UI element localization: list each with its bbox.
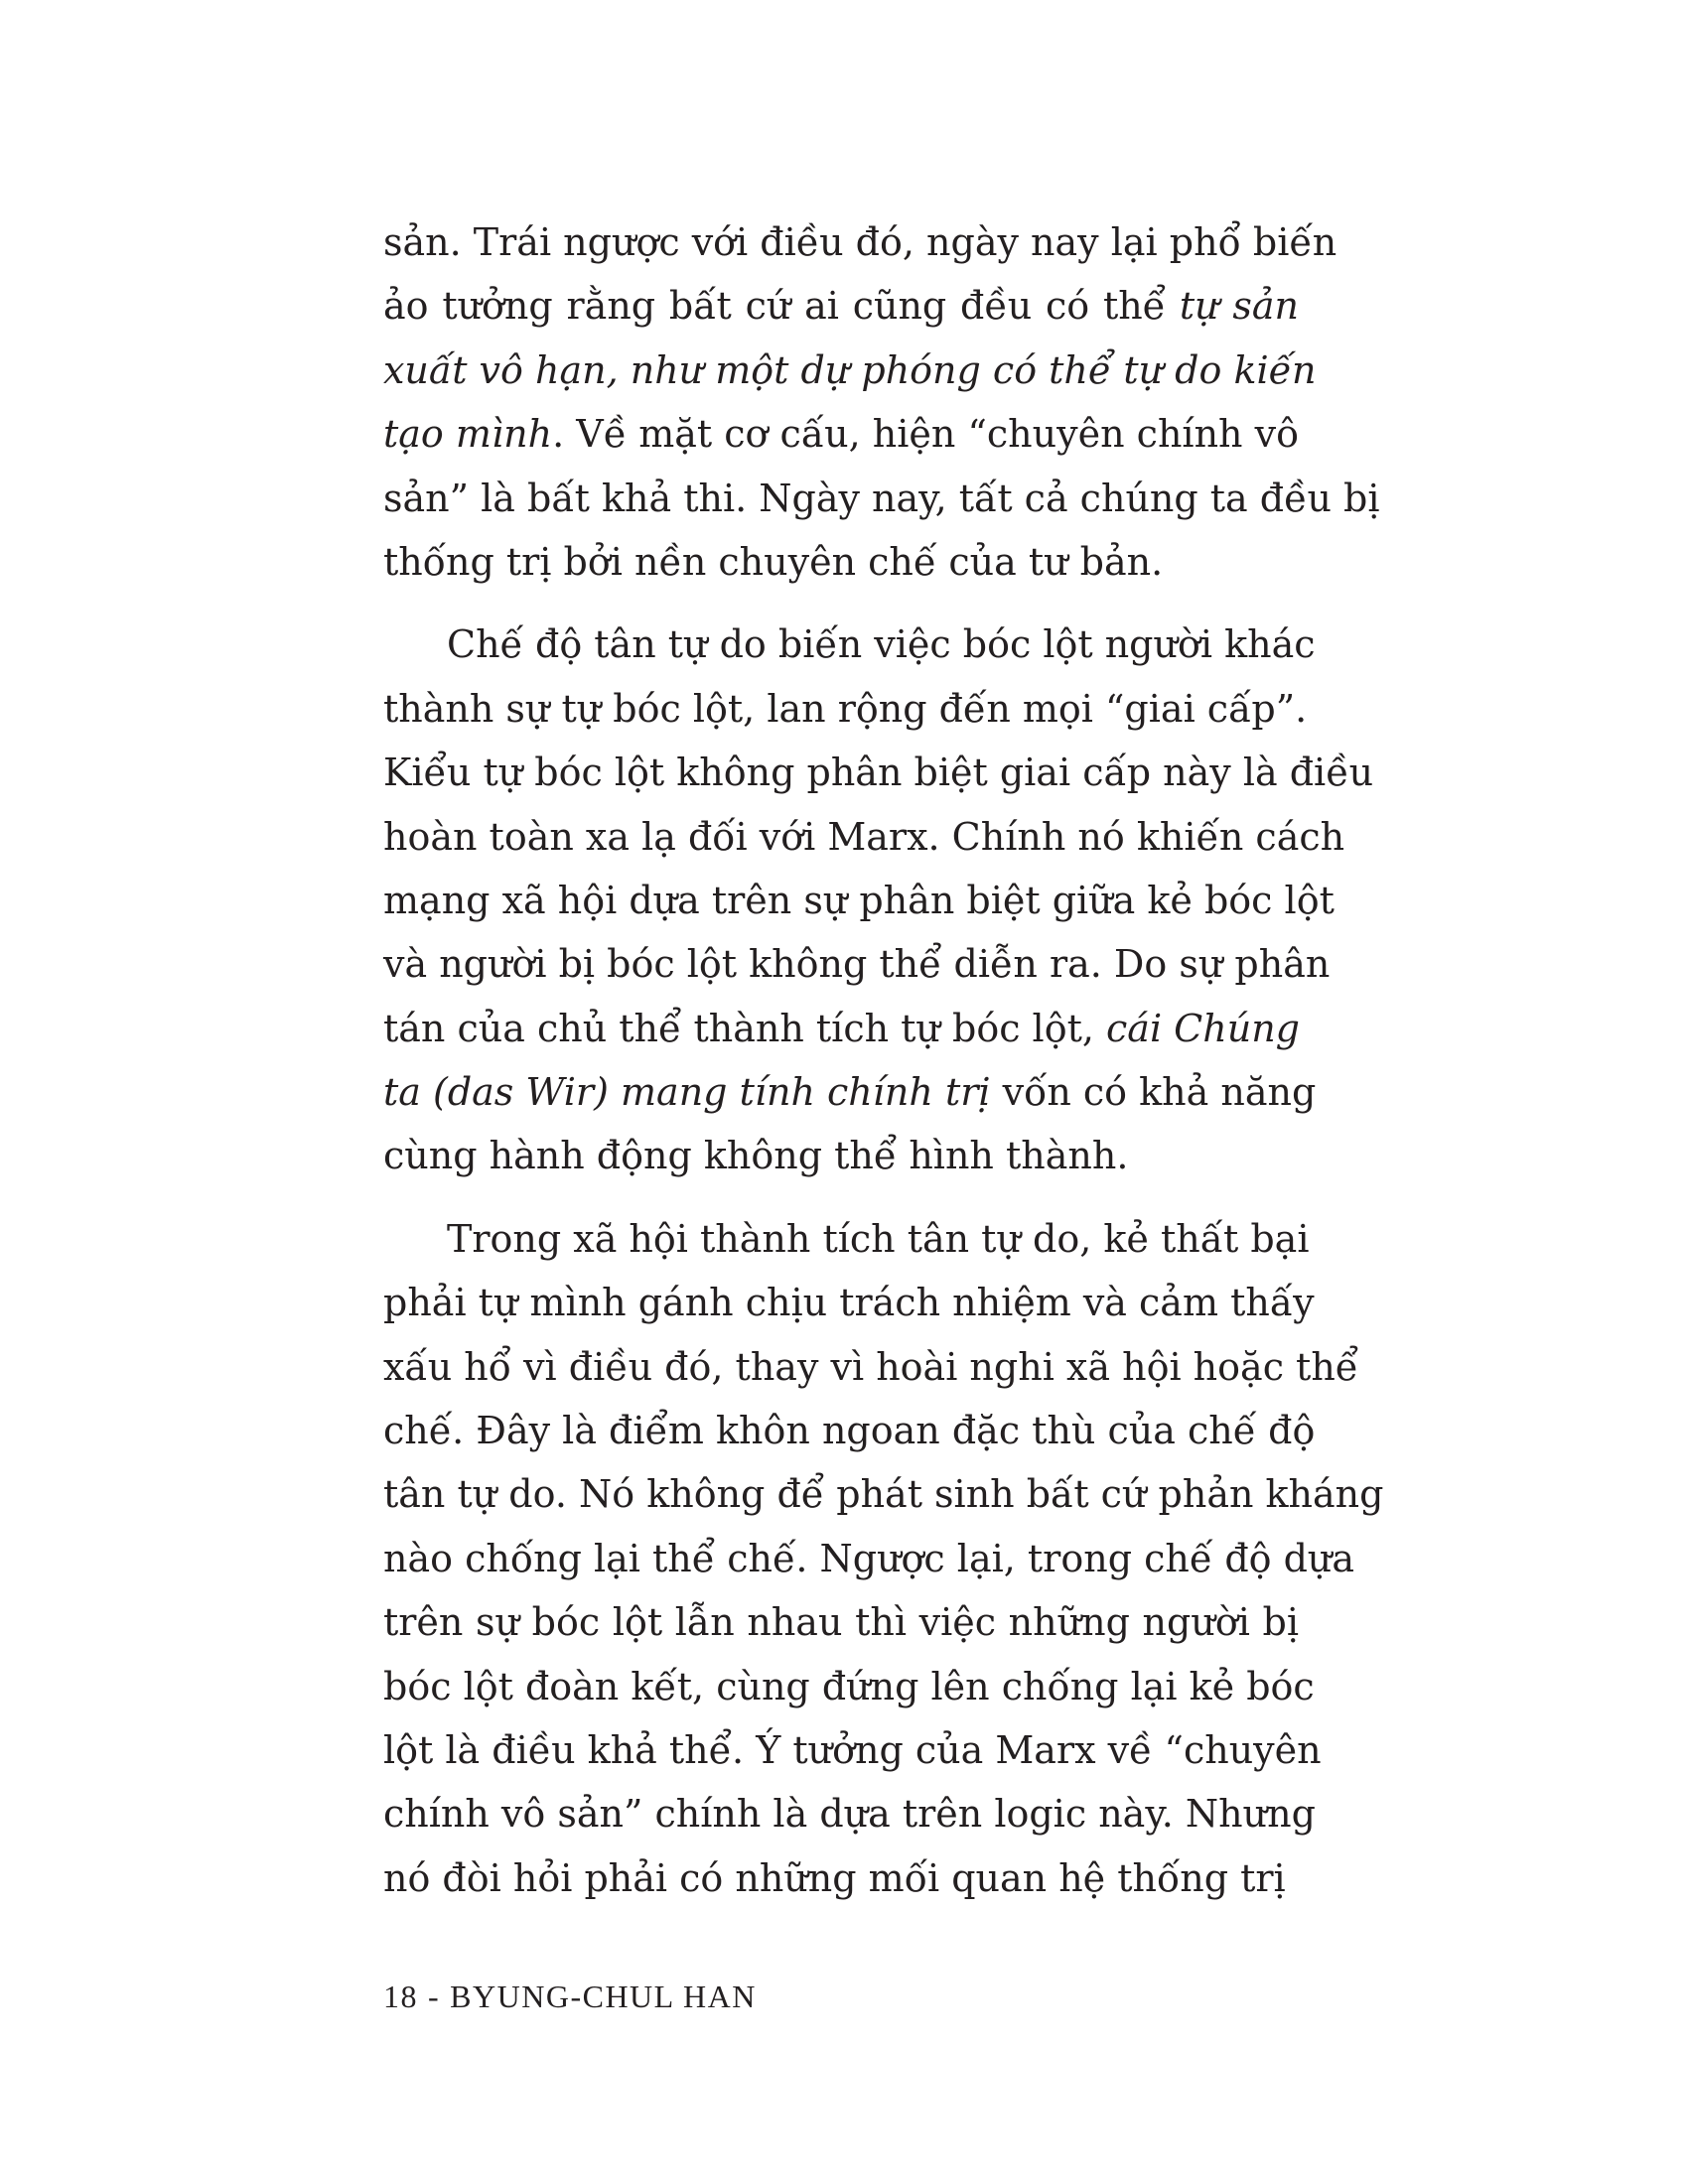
text-line [383, 339, 1317, 402]
footer-separator: - [428, 1979, 441, 2014]
text-run: xấu hổ vì điều đó, thay vì hoài nghi xã hội hoặc thể [383, 1344, 1359, 1389]
body-text [383, 210, 1384, 1929]
italic-text: tạo mình [383, 412, 553, 457]
text-run: thành sự tự bóc lột, lan rộng đến mọi “giai cấp”. [383, 686, 1308, 731]
text-run: sản. Trái ngược với điều đó, ngày nay lại phổ biến [383, 220, 1337, 264]
paragraph [383, 210, 1380, 594]
text-run: nó đòi hỏi phải có những mối quan hệ thống trị [383, 1855, 1286, 1900]
text-run: ảo tưởng rằng bất cứ ai cũng đều có thể [383, 284, 1180, 329]
text-run: thống trị bởi nền chuyên chế của tư bản. [383, 539, 1164, 584]
text-run: hoàn toàn xa lạ đối với Marx. Chính nó khiến cách [383, 814, 1345, 859]
text-line [383, 467, 1380, 530]
text-line [383, 402, 1299, 466]
text-line [383, 1718, 1322, 1782]
text-line [383, 869, 1335, 932]
text-line [383, 741, 1374, 804]
text-run: Chế độ tân tự do biến việc bóc lột người khác [447, 622, 1316, 667]
text-line [383, 1271, 1315, 1334]
text-line [383, 274, 1299, 338]
text-run: chế. Đây là điểm khôn ngoan đặc thù của chế độ [383, 1409, 1316, 1453]
italic-text: ta (das Wir) mang tính chính trị [383, 1070, 991, 1115]
text-line [383, 1124, 1299, 1187]
text-run: . Về mặt cơ cấu, hiện “chuyên chính vô [552, 412, 1299, 457]
italic-text: cái Chúng [1106, 1006, 1301, 1050]
page-number: 18 [383, 1979, 418, 2014]
text-run: phải tự mình gánh chịu trách nhiệm và cảm thấy [383, 1281, 1315, 1325]
italic-text: tự sản [1179, 284, 1299, 329]
text-run: nào chống lại thể chế. Ngược lại, trong chế độ dựa [383, 1536, 1355, 1580]
text-line [383, 1782, 1316, 1845]
text-run: trên sự bóc lột lẫn nhau thì việc những người bị [383, 1600, 1299, 1645]
text-line [383, 1462, 1384, 1526]
text-line [383, 932, 1331, 996]
text-run: sản” là bất khả thi. Ngày nay, tất cả chúng ta đều bị [383, 476, 1380, 520]
text-line [383, 1207, 1310, 1271]
text-line [383, 1655, 1315, 1718]
text-run: chính vô sản” chính là dựa trên logic này. Nhưng [383, 1792, 1316, 1837]
text-line [383, 1335, 1359, 1399]
running-footer [383, 1979, 757, 2015]
text-run: Kiểu tự bóc lột không phân biệt giai cấp này là điều [383, 751, 1374, 795]
text-line [383, 1399, 1316, 1462]
italic-text: xuất vô hạn, như một dự phóng có thể tự do kiến [383, 347, 1317, 392]
text-run: tán của chủ thể thành tích tự bóc lột, [383, 1006, 1107, 1050]
text-run: cùng hành động không thể hình thành. [383, 1134, 1129, 1178]
text-line [383, 677, 1308, 741]
text-line [383, 1060, 1317, 1124]
text-line [383, 997, 1299, 1060]
text-line [383, 1527, 1355, 1590]
text-line [383, 1590, 1299, 1654]
text-run: Trong xã hội thành tích tân tự do, kẻ thất bại [447, 1216, 1310, 1261]
text-run: vốn có khả năng [990, 1070, 1317, 1115]
text-line [383, 805, 1345, 869]
author-name: BYUNG-CHUL HAN [450, 1979, 757, 2014]
paragraph [383, 1207, 1384, 1910]
text-run: bóc lột đoàn kết, cùng đứng lên chống lại kẻ bóc [383, 1664, 1315, 1708]
text-run: và người bị bóc lột không thể diễn ra. Do sự phân [383, 942, 1331, 987]
text-line [383, 1846, 1299, 1910]
text-run: lột là điều khả thể. Ý tưởng của Marx về “chuyên [383, 1727, 1322, 1772]
text-run: tân tự do. Nó không để phát sinh bất cứ phản kháng [383, 1472, 1384, 1517]
paragraph [383, 613, 1374, 1188]
text-line [383, 530, 1299, 594]
text-line [383, 613, 1316, 676]
text-line [383, 210, 1337, 274]
text-run: mạng xã hội dựa trên sự phân biệt giữa kẻ bóc lột [383, 878, 1335, 922]
